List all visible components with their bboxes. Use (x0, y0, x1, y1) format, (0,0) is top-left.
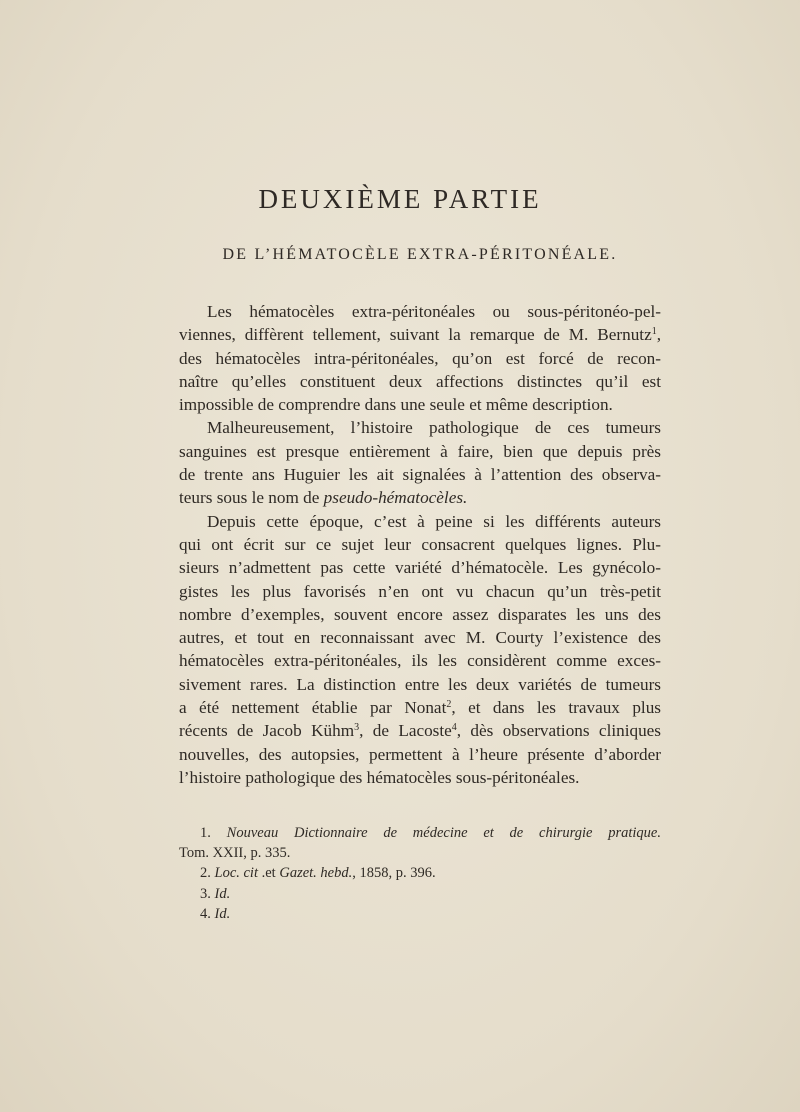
footnote-citation: Gazet. hebd. (279, 865, 353, 882)
body-text (179, 300, 661, 789)
text-line: l’histoire pathologique des hématocèles sous-péritonéales. (179, 767, 580, 787)
text-fragment: viennes, diffèrent tellement, suivant la remarque de M. Bernutz (179, 325, 652, 345)
text-line: nombre d’exemples, souvent encore assez disparates les uns des (179, 604, 661, 624)
footnote-ref: 4 (451, 722, 457, 734)
footnote-1-continuation: Tom. XXII, p. 335. (179, 845, 291, 862)
footnote-citation: Nouveau Dictionnaire de médecine et de chirurgie pratique. (226, 825, 661, 841)
text-line: qui ont écrit sur ce sujet leur consacrent quelques lignes. Plu- (179, 534, 661, 554)
footnotes (179, 823, 661, 924)
footnote-4 (179, 904, 661, 924)
text-fragment: a été nettement établie par Nonat (179, 698, 447, 718)
text-fragment: teurs sous le nom de (179, 488, 320, 508)
footnote-number: 4. (200, 905, 211, 922)
footnote-2 (179, 863, 661, 883)
text-fragment: , de Lacoste (359, 721, 452, 741)
footnote-citation: Loc. cit (214, 865, 258, 882)
footnote-ref: 2 (446, 699, 452, 711)
text-line: hématocèles extra-péritonéales, ils les considèrent comme exces- (179, 651, 661, 671)
part-title: DEUXIÈME PARTIE (258, 184, 542, 214)
footnote-1 (179, 823, 661, 843)
text-line: sieurs n’admettent pas cette variété d’hématocèle. Les gynécolo- (179, 558, 661, 578)
text-line (179, 696, 661, 719)
text-fragment: , 1858, p. 396. (352, 865, 436, 882)
text-line: de trente ans Huguier les ait signalées à l’attention des observa- (179, 465, 661, 485)
text-line: Les hématocèles extra-péritonéales ou sous-péritonéo-pel- (207, 302, 661, 321)
text-line: sivement rares. La distinction entre les deux variétés de tumeurs (179, 674, 661, 694)
footnote-ref: 1 (651, 326, 657, 338)
text-line (179, 719, 661, 742)
text-line: sanguines est presque entièrement à faire, bien que depuis près (179, 441, 661, 461)
footnote-3 (179, 884, 661, 904)
footnote-number: 2. (200, 865, 211, 882)
text-fragment: , dès observations cliniques (456, 721, 661, 741)
footnote-citation: Id. (214, 905, 231, 922)
text-line: naître qu’elles constituent deux affections distinctes qu’il est (179, 371, 661, 391)
italic-term: pseudo-hématocèles. (323, 488, 468, 508)
text-line: nouvelles, des autopsies, permettent à l’heure présente d’aborder (179, 744, 661, 764)
text-line (179, 323, 661, 346)
text-fragment: récents de Jacob Kühm (179, 721, 355, 741)
text-line: Depuis cette époque, c’est à peine si les différents auteurs (207, 511, 661, 531)
footnote-number: 3. (200, 885, 211, 902)
text-fragment: , (656, 325, 661, 345)
text-line: Malheureusement, l’histoire pathologique de ces tumeurs (207, 418, 661, 438)
text-fragment: .et (258, 865, 280, 882)
text-line (179, 486, 661, 509)
footnote-ref: 3 (354, 722, 360, 734)
chapter-subtitle: DE L’HÉMATOCÈLE EXTRA-PÉRITONÉALE. (222, 246, 618, 263)
text-line: gistes les plus favorisés n’en ont vu chacun qu’un très-petit (179, 581, 661, 601)
text-fragment: , et dans les travaux plus (451, 698, 661, 718)
text-line: des hématocèles intra-péritonéales, qu’on est forcé de recon- (179, 348, 661, 368)
footnote-citation: Id. (214, 885, 231, 902)
text-line: impossible de comprendre dans une seule et même description. (179, 395, 613, 415)
text-line: autres, et tout en reconnaissant avec M. Courty l’existence des (179, 628, 661, 648)
footnote-number: 1. (200, 825, 211, 841)
